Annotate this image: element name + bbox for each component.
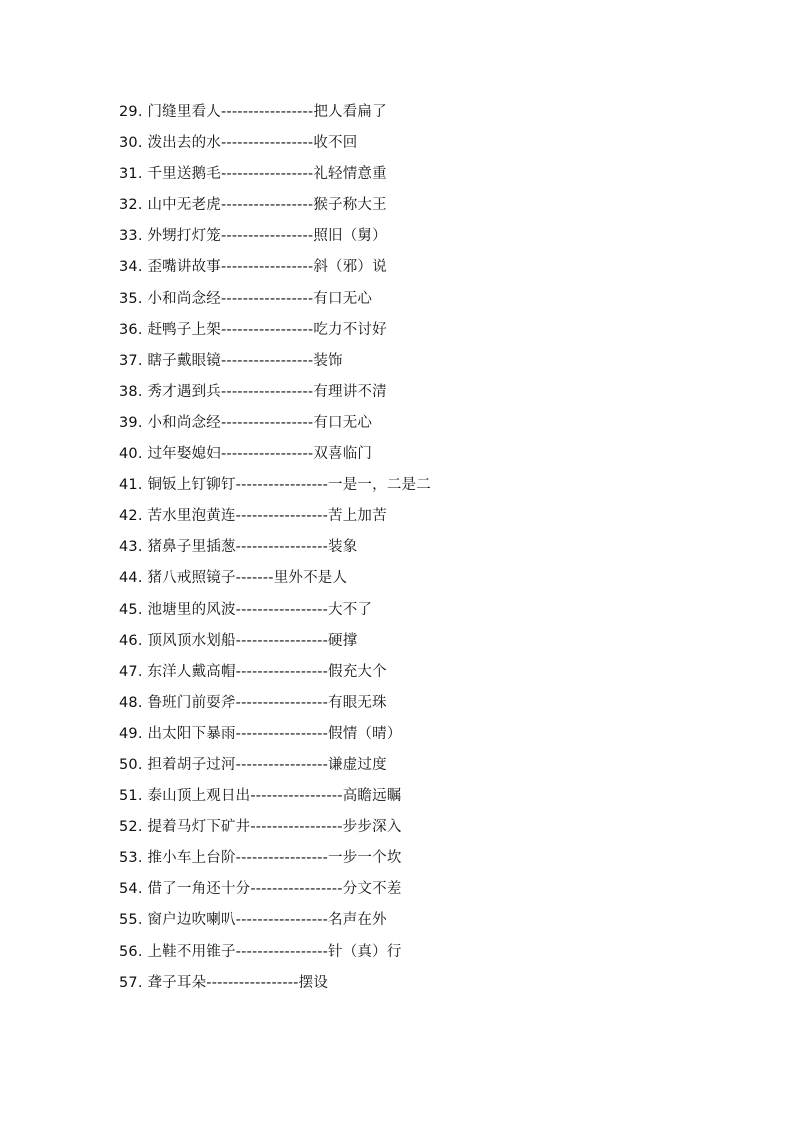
list-item: 54. 借了一角还十分-----------------分文不差 [119,881,402,898]
list-item: 36. 赶鸭子上架-----------------吃力不讨好 [119,321,387,338]
list-item: 35. 小和尚念经-----------------有口无心 [119,290,373,307]
list-item: 51. 泰山顶上观日出-----------------高瞻远瞩 [119,788,402,805]
list-item: 46. 顶风顶水划船-----------------硬撑 [119,632,358,649]
list-item: 55. 窗户边吹喇叭-----------------名声在外 [119,912,387,929]
list-item: 32. 山中无老虎-----------------猴子称大王 [119,197,387,214]
list-item: 57. 聋子耳朵-----------------摆设 [119,974,329,991]
list-item: 31. 千里送鹅毛-----------------礼轻情意重 [119,166,387,183]
xiehouyu-list [119,99,431,1001]
list-item: 40. 过年娶媳妇-----------------双喜临门 [119,446,373,463]
list-item: 49. 出太阳下暴雨-----------------假情（晴） [119,725,402,742]
list-item: 47. 东洋人戴高帽-----------------假充大个 [119,663,387,680]
list-item: 53. 推小车上台阶-----------------一步一个坎 [119,850,402,867]
list-item: 37. 瞎子戴眼镜-----------------装饰 [119,352,343,369]
list-item: 41. 铜钣上钉铆钉-----------------一是一，二是二 [119,477,431,494]
list-item: 34. 歪嘴讲故事-----------------斜（邪）说 [119,259,387,276]
list-item: 39. 小和尚念经-----------------有口无心 [119,414,373,431]
list-item: 50. 担着胡子过河-----------------谦虚过度 [119,756,387,773]
list-item: 38. 秀才遇到兵-----------------有理讲不清 [119,383,387,400]
list-item: 42. 苦水里泡黄连-----------------苦上加苦 [119,508,387,525]
list-item: 43. 猪鼻子里插葱-----------------装象 [119,539,358,556]
list-item: 29. 门缝里看人-----------------把人看扁了 [119,104,387,120]
list-item: 44. 猪八戒照镜子-------里外不是人 [119,570,348,587]
list-item: 33. 外甥打灯笼-----------------照旧（舅） [119,228,387,245]
list-item: 52. 提着马灯下矿井-----------------步步深入 [119,819,402,836]
list-item: 48. 鲁班门前耍斧-----------------有眼无珠 [119,694,387,711]
list-item: 45. 池塘里的风波-----------------大不了 [119,601,373,618]
list-item: 56. 上鞋不用锥子-----------------针（真）行 [119,943,402,960]
list-item: 30. 泼出去的水-----------------收不回 [119,135,358,152]
